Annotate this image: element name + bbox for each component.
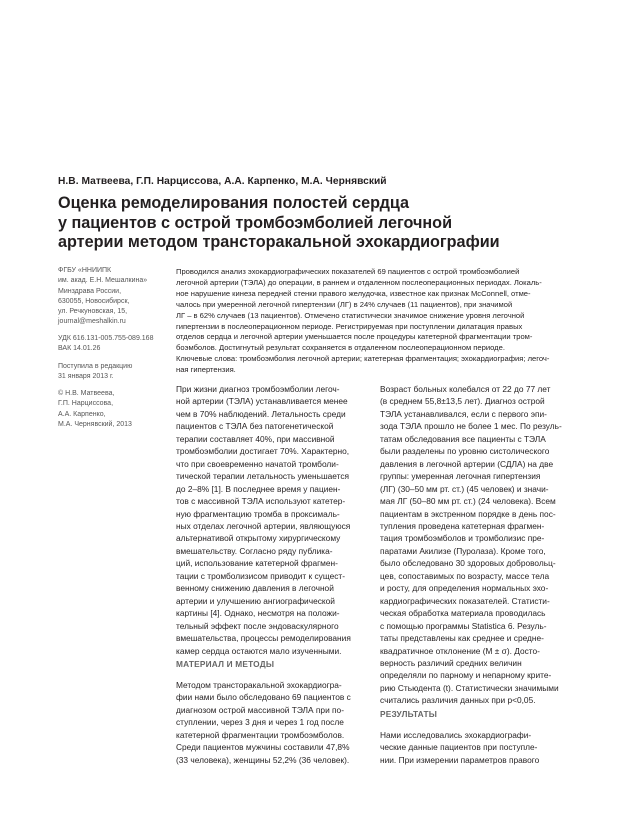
copyright-line: © Н.В. Матвеева,	[58, 390, 115, 397]
classification-codes	[58, 334, 166, 355]
keywords-line: ная гипертензия.	[176, 365, 236, 375]
text-line: мая ЛГ (50–80 мм рт. ст.) (24 человека). Всем	[380, 496, 556, 507]
authors: Н.В. Матвеева, Г.П. Нарциссова, А.А. Карпенко, М.А. Чернявский	[58, 176, 387, 187]
text-line: ТЭЛА устанавливался, если с первого эпи-	[380, 408, 547, 419]
text-line: кардиографических показателей. Статисти-	[380, 595, 550, 606]
text-line: альтернативой открытому хирургическому	[176, 533, 341, 544]
text-line: считались различия данных при p<0,05.	[380, 695, 536, 706]
text-line: определяли по парному и непарному крите-	[380, 670, 552, 681]
text-line: цев, сопоставимых по возрасту, массе тела	[380, 570, 550, 581]
abstract	[176, 267, 586, 376]
text-line: тромбоэмболии достигает 70%. Характерно,	[176, 446, 350, 457]
text-line: ческая обработка материала проводилась	[380, 608, 546, 619]
text-line: вмешательству. Согласно ряду публика-	[176, 545, 333, 556]
copyright-line: М.А. Чернявский, 2013	[58, 420, 132, 428]
text-line: катетерной фрагментации тромбоэмболов.	[176, 729, 345, 740]
text-line: ступлении, через 3 дня и через 1 год после	[176, 717, 344, 728]
text-line: что при своевременно начатой тромболи-	[176, 458, 339, 469]
received-line: 31 января 2013 г.	[58, 373, 114, 381]
abstract-line: боэмболов. Достигнутый результат сохраняется в отдаленном послеоперационном периоде.	[176, 343, 505, 353]
text-line: фии нами было обследовано 69 пациентов с	[176, 692, 351, 703]
text-line: Методом трансторакальной эхокардиогра-	[176, 680, 342, 690]
abstract-line: легочной артерии (ТЭЛА) до операции, в раннем и отдаленном послеоперационных периодах. Локаль-	[176, 277, 542, 287]
text-line: татам обследования все пациенты с ТЭЛА	[380, 433, 546, 444]
text-line: тации с тромболизисом приводит к сущест-	[176, 570, 346, 581]
copyright-line: А.А. Карпенко,	[58, 410, 106, 418]
text-line: паратами Акилизе (Пуролаза). Кроме того,	[380, 545, 546, 556]
text-line: ций, использование катетерной фрагмен-	[176, 558, 338, 569]
text-line: терапии составляет 40%, при массивной	[176, 433, 335, 444]
text-line: таты представлены как среднее и средне-	[380, 633, 544, 644]
received-line: Поступила в редакцию	[58, 363, 133, 370]
article-title	[58, 194, 598, 253]
keywords-line: Ключевые слова: тромбоэмболия легочной артерии; катетерная фрагментация; эхокардиография; легоч-	[176, 354, 550, 364]
abstract-line: ЛГ – в 62% случаев (13 пациентов). Отмечено статистически значимое снижение уровня легочной	[176, 310, 525, 320]
text-line: ческие данные пациентов при поступле-	[380, 742, 538, 753]
text-line: и росту, для определения нормальных эхо-	[380, 583, 549, 594]
text-line: (в среднем 55,8±13,5 лет). Диагноз острой	[380, 396, 545, 407]
text-line: тупления проведена катетерная фрагмен-	[380, 520, 545, 531]
copyright-line: Г.П. Нарциссова,	[58, 400, 114, 408]
text-line: При жизни диагноз тромбоэмболии легоч-	[176, 384, 340, 394]
text-line: диагнозом острой массивной ТЭЛА при по-	[176, 704, 344, 715]
received-date	[58, 362, 166, 383]
affiliation-email: journal@meshalkin.ru	[58, 318, 126, 326]
abstract-line: отделов сердца и легочной артерии уменьшается после процедуры катетерной фрагментации тром-	[176, 332, 533, 342]
text-line: Нами исследовались эхокардиографи-	[380, 730, 532, 740]
text-line: вмешательства, процессы ремоделирования	[176, 633, 351, 644]
title-line: Оценка ремоделирования полостей сердца	[58, 194, 410, 212]
text-line: давления в легочной артерии (СДЛА) на две	[380, 458, 554, 469]
title-line: у пациентов с острой тромбоэмболией легочной	[58, 213, 453, 232]
text-line: были разделены по уровню систолического	[380, 446, 550, 457]
affiliation-line: Минздрава России,	[58, 287, 122, 295]
abstract-line: Проводился анализ эхокардиографических показателей 69 пациентов с острой тромбоэмболией	[176, 267, 520, 276]
abstract-line: чалось при умеренной легочной гипертензии (ЛГ) в 24% случаев (11 пациентов), при значимой	[176, 299, 513, 309]
text-line: тельный эффект после эндоваскулярного	[176, 620, 339, 631]
title-line: артерии методом трансторакальной эхокардиографии	[58, 233, 500, 251]
text-line: группы: умеренная легочная гипертензия	[380, 471, 541, 482]
text-line: до 2–8% [1]. В последнее время у пациен-	[176, 483, 341, 494]
text-line: квадратичное отклонение (M ± σ). Досто-	[380, 645, 540, 656]
intro-paragraph	[176, 383, 370, 657]
text-line: Возраст больных колебался от 22 до 77 лет	[380, 384, 551, 394]
affiliation-line: 630055, Новосибирск,	[58, 297, 130, 305]
text-line: с помощью программы Statistica 6. Резуль-	[380, 620, 547, 631]
results-heading: РЕЗУЛЬТАТЫ	[380, 709, 438, 719]
text-line: пациентам в экстренном порядке в день пос-	[380, 508, 556, 519]
text-line: венному снижению давления в легочной	[176, 583, 334, 594]
affiliation-line: ФГБУ «ННИИПК	[58, 267, 112, 274]
text-line: (ЛГ) (30–50 мм рт. ст.) (45 человек) и значи-	[380, 483, 549, 494]
methods-continued	[380, 383, 585, 707]
text-line: было обследовано 30 здоровых добровольц-	[380, 558, 556, 569]
text-line: рию Стьюдента (t). Статистически значимыми	[380, 682, 559, 693]
vak-code: ВАК 14.01.26	[58, 345, 101, 353]
udk-code: УДК 616.131-005.755-089.168	[58, 335, 154, 342]
text-line: артерии и улучшению ангиографической	[176, 595, 335, 606]
abstract-line: гипертензии в послеоперационном периоде. Регистрируемая при поступлении дилатация правых	[176, 321, 523, 331]
text-line: зода ТЭЛА прошло не более 1 мес. По резуль-	[380, 421, 562, 432]
copyright	[58, 389, 166, 430]
text-line: верность различий средних величин	[380, 657, 522, 668]
abstract-line: ное нарушение кинеза передней стенки правого желудочка, известное как признак McConnell, отме-	[176, 288, 531, 298]
text-line: ной артерии (ТЭЛА) устанавливается менее	[176, 396, 348, 407]
text-line: чем в 70% наблюдений. Летальность среди	[176, 408, 346, 419]
methods-paragraph	[176, 679, 370, 766]
affiliation	[58, 266, 166, 328]
text-line: картины [4]. Однако, несмотря на положи-	[176, 608, 340, 619]
text-line: ную фрагментацию тромба в проксималь-	[176, 508, 340, 519]
results-paragraph	[380, 729, 585, 766]
text-line: тической терапии летальность уменьшается	[176, 471, 350, 482]
text-line: камер сердца остаются мало изученными.	[176, 645, 342, 656]
affiliation-line: ул. Речкуновская, 15,	[58, 308, 128, 316]
methods-heading: МАТЕРИАЛ И МЕТОДЫ	[176, 659, 275, 669]
affiliation-line: им. акад. Е.Н. Мешалкина»	[58, 277, 148, 285]
text-line: ных отделах легочной артерии, являющуюся	[176, 520, 351, 531]
text-line: тов с массивной ТЭЛА используют катетер-	[176, 496, 346, 507]
text-line: Среди пациентов мужчины составили 47,8%	[176, 742, 350, 753]
text-line: тация тромбоэмболов и тромболизис пре-	[380, 533, 545, 544]
text-line: (33 человека), женщины 52,2% (36 человек).	[176, 754, 350, 765]
text-line: пациентов с ТЭЛА без патогенетической	[176, 421, 334, 432]
text-line: нии. При измерении параметров правого	[380, 754, 540, 765]
